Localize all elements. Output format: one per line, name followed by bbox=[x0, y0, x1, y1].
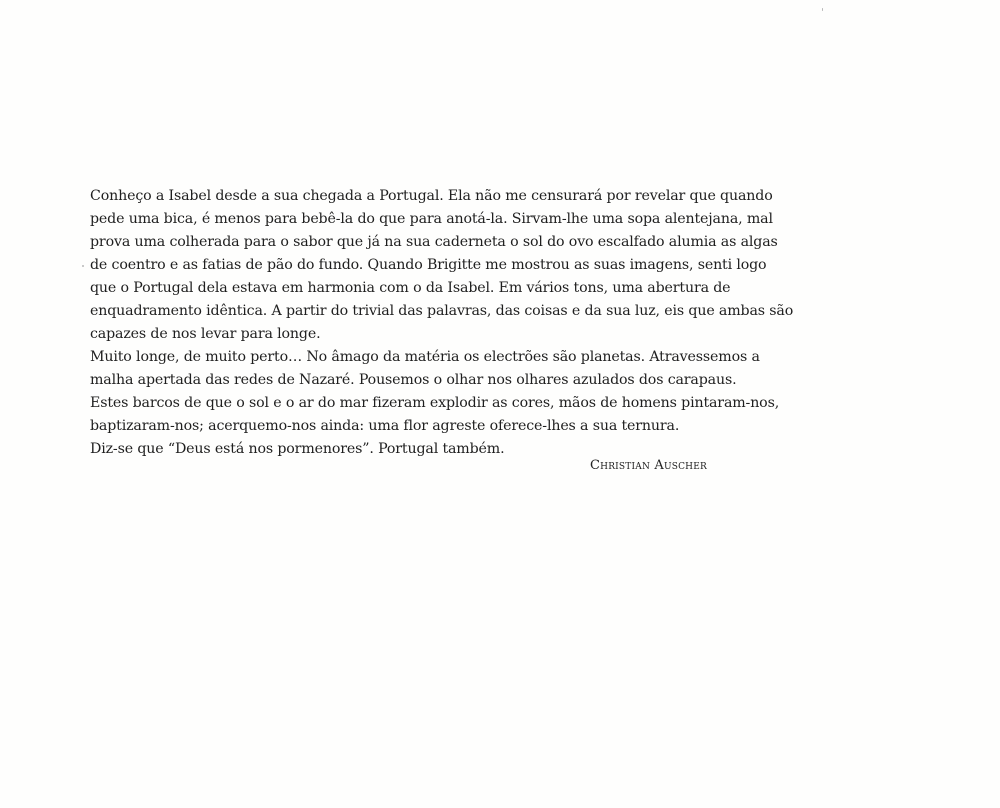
scan-speck bbox=[822, 8, 823, 11]
author-signature: Christian Auscher bbox=[590, 458, 707, 473]
text-line: Estes barcos de que o sol e o ar do mar fizeram explodir as cores, mãos de homens pintaram-nos, bbox=[90, 395, 780, 411]
text-line: de coentro e as fatias de pão do fundo. Quando Brigitte me mostrou as suas imagens, senti logo bbox=[90, 257, 767, 273]
text-line: capazes de nos levar para longe. bbox=[90, 326, 321, 342]
text-line: enquadramento idêntica. A partir do trivial das palavras, das coisas e da sua luz, eis que ambas são bbox=[90, 303, 794, 319]
text-line: pede uma bica, é menos para bebê-la do que para anotá-la. Sirvam-lhe uma sopa alentejana, mal bbox=[90, 211, 773, 227]
scan-speck bbox=[82, 265, 84, 267]
text-line: Muito longe, de muito perto… No âmago da matéria os electrões são planetas. Atravessemos a bbox=[90, 349, 760, 365]
text-line: prova uma colherada para o sabor que já na sua caderneta o sol do ovo escalfado alumia as algas bbox=[90, 234, 778, 250]
text-line: baptizaram-nos; acerquemo-nos ainda: uma flor agreste oferece-lhes a sua ternura. bbox=[90, 418, 680, 434]
body-text bbox=[90, 185, 794, 461]
text-line: que o Portugal dela estava em harmonia com o da Isabel. Em vários tons, uma abertura de bbox=[90, 280, 731, 296]
text-line: Diz-se que “Deus está nos pormenores”. Portugal também. bbox=[90, 441, 505, 457]
text-line: Conheço a Isabel desde a sua chegada a Portugal. Ela não me censurará por revelar que quando bbox=[90, 188, 773, 204]
text-line: malha apertada das redes de Nazaré. Pousemos o olhar nos olhares azulados dos carapaus. bbox=[90, 372, 737, 388]
